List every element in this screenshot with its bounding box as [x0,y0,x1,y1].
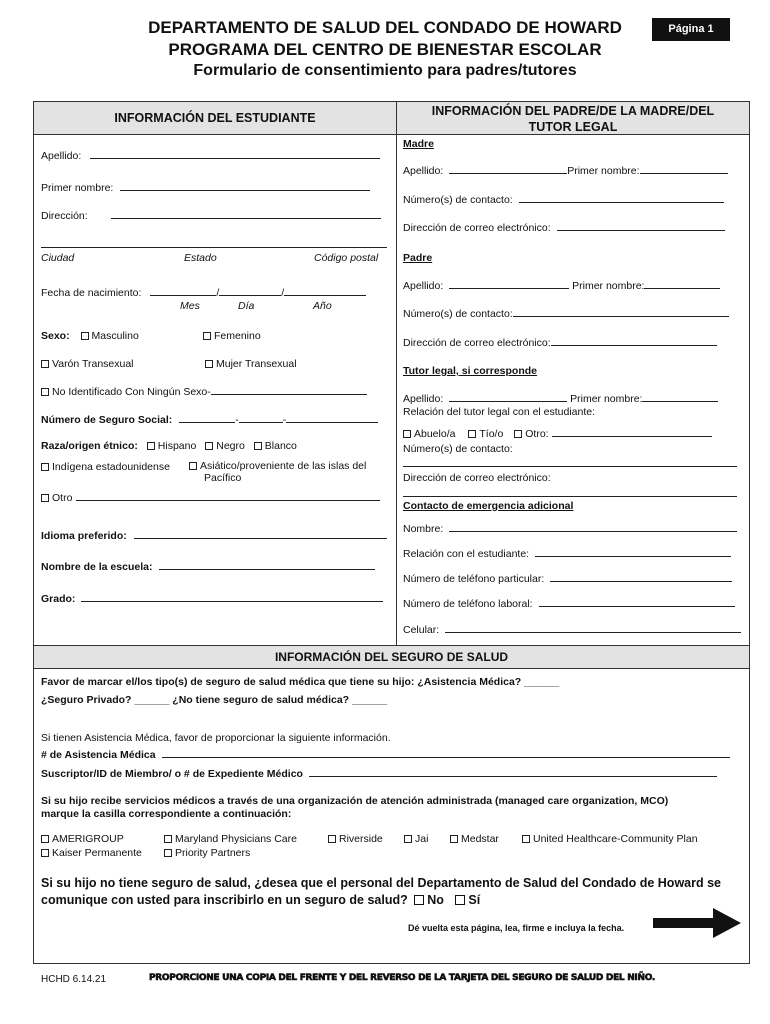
medstar-checkbox[interactable] [450,835,458,843]
ssn-part1-field[interactable] [179,414,235,423]
turn-page-note: Dé vuelta esta página, lea, firme e incluya la fecha. [408,923,625,933]
abuelo-checkbox[interactable] [403,430,411,438]
padre-email-field[interactable] [551,337,717,346]
indigena-checkbox[interactable] [41,463,49,471]
madre-phone-row: Número(s) de contacto: [403,194,724,206]
school-row: Nombre de la escuela: [41,561,375,573]
race-row: Raza/origen étnico: Hispano Negro Blanco [41,440,297,452]
tutor-phone-label: Número(s) de contacto: [403,443,513,455]
emergency-work-phone-field[interactable] [539,598,735,607]
mco-medstar: Medstar [450,833,499,845]
mco-jai: Jai [404,833,428,845]
ssn-part3-field[interactable] [286,414,378,423]
tutor-email-field[interactable] [403,496,737,497]
mco-maryland-physicians: Maryland Physicians Care [164,833,297,845]
emergency-relation-row: Relación con el estudiante: [403,548,731,560]
otro-option: Otro [41,492,380,504]
no-identificado-checkbox[interactable] [41,388,49,396]
student-address-field[interactable] [111,210,381,219]
dob-year-field[interactable] [284,287,366,296]
tutor-apellido-field[interactable] [449,393,567,402]
state-label: Estado [184,252,217,264]
enroll-si-checkbox[interactable] [455,895,465,905]
ssn-part2-field[interactable] [239,414,283,423]
tutor-heading: Tutor legal, si corresponde [403,365,537,377]
mco-text-line1: Si su hijo recibe servicios médicos a través de una organización de atención administrada (managed care organization, MCO) [41,795,669,807]
department-title: DEPARTAMENTO DE SALUD DEL CONDADO DE HOWARD [148,18,622,37]
asiatico-line2: Pacífico [204,472,242,484]
madre-heading: Madre [403,138,434,150]
mco-riverside: Riverside [328,833,383,845]
tutor-first-name-field[interactable] [642,393,718,402]
form-title: Formulario de consentimiento para padres/tutores [193,62,577,79]
tio-checkbox[interactable] [468,430,476,438]
language-field[interactable] [134,530,387,539]
emergency-name-row: Nombre: [403,523,737,535]
ma-info-text: Si tienen Asistencia Médica, favor de proporcionar la siguiente información. [41,732,391,744]
zip-label: Código postal [314,252,379,264]
column-divider [396,101,397,645]
emergency-work-phone-row: Número de teléfono laboral: [403,598,735,610]
padre-phone-row: Número(s) de contacto: [403,308,729,320]
tutor-relation-label: Relación del tutor legal con el estudiante: [403,406,596,418]
grade-field[interactable] [81,593,383,602]
insurance-section-header: INFORMACIÓN DEL SEGURO DE SALUD [34,645,749,669]
tutor-email-label: Dirección de correo electrónico: [403,472,551,484]
negro-checkbox[interactable] [205,442,213,450]
tutor-otro-checkbox[interactable] [514,430,522,438]
ma-number-field[interactable] [162,749,730,758]
enroll-question-line2: comunique con usted para inscribirlo en un seguro de salud? No Sí [41,893,481,907]
otro-field[interactable] [76,492,380,501]
dob-day-field[interactable] [219,287,281,296]
emergency-cell-row: Celular: [403,624,741,636]
tutor-otro-field[interactable] [552,428,712,437]
page-badge: Página 1 [652,18,730,41]
insurance-type-question: Favor de marcar el/los tipo(s) de seguro de salud médica que tiene su hijo: ¿Asistencia Médica? ______ [41,676,560,688]
priority-partners-checkbox[interactable] [164,849,172,857]
padre-first-name-field[interactable] [644,280,720,289]
student-first-name-field[interactable] [120,182,370,191]
padre-email-row: Dirección de correo electrónico: [403,337,717,349]
femenino-checkbox[interactable] [203,332,211,340]
riverside-checkbox[interactable] [328,835,336,843]
emergency-heading: Contacto de emergencia adicional [403,500,574,512]
indigena-option: Indígena estadounidense [41,461,170,473]
tutor-phone-field[interactable] [403,466,737,467]
student-address-line2[interactable] [41,247,387,248]
tutor-name-row: Apellido: Primer nombre: [403,393,718,405]
insurance-private-question: ¿Seguro Privado? ______ ¿No tiene seguro de salud médica? ______ [41,694,388,706]
form-code: HCHD 6.14.21 [41,974,107,985]
mco-united-healthcare: United Healthcare-Community Plan [522,833,698,845]
day-label: Día [238,300,255,312]
student-apellido-row: Apellido: [41,150,380,162]
emergency-home-phone-row: Número de teléfono particular: [403,573,732,585]
mco-kaiser: Kaiser Permanente [41,847,142,859]
mco-text-line2: marque la casilla correspondiente a continuación: [41,808,292,820]
subscriber-row: Suscriptor/ID de Miembro/ o # de Expediente Médico [41,768,717,780]
madre-phone-field[interactable] [519,194,724,203]
asiatico-option: Asiático/proveniente de las islas del [189,461,366,472]
tutor-relation-options: Abuelo/a Tío/o Otro: [403,428,712,440]
emergency-name-field[interactable] [449,523,737,532]
city-label: Ciudad [41,252,75,264]
maryland-physicians-checkbox[interactable] [164,835,172,843]
subscriber-field[interactable] [309,768,717,777]
student-address-row: Dirección: [41,210,381,222]
no-identificado-option: No Identificado Con Ningún Sexo- [41,386,367,398]
masculino-checkbox[interactable] [81,332,89,340]
kaiser-checkbox[interactable] [41,849,49,857]
no-identificado-field[interactable] [211,386,367,395]
school-field[interactable] [159,561,375,570]
amerigroup-checkbox[interactable] [41,835,49,843]
hispano-checkbox[interactable] [147,442,155,450]
emergency-home-phone-field[interactable] [550,573,732,582]
student-first-name-row: Primer nombre: [41,182,370,194]
sex-row: Sexo: Masculino [41,330,139,342]
madre-first-name-field[interactable] [640,165,728,174]
mco-amerigroup: AMERIGROUP [41,833,124,845]
student-section-header: INFORMACIÓN DEL ESTUDIANTE [34,102,396,135]
madre-name-row: Apellido: Primer nombre: [403,165,728,177]
right-arrow-icon [653,908,743,938]
grade-row: Grado: [41,593,383,605]
padre-name-row: Apellido: Primer nombre: [403,280,720,292]
parent-heading-line2: TUTOR LEGAL [528,120,618,134]
madre-email-field[interactable] [557,222,725,231]
padre-heading: Padre [403,252,433,264]
enroll-question-line1: Si su hijo no tiene seguro de salud, ¿desea que el personal del Departamento de Salud del Condado de Howard se [41,876,721,890]
language-row: Idioma preferido: [41,530,387,542]
padre-phone-field[interactable] [513,308,729,317]
footer-note: PROPORCIONE UNA COPIA DEL FRENTE Y DEL REVERSO DE LA TARJETA DEL SEGURO DE SALUD DEL NIÑO. [149,973,655,983]
mujer-trans-option: Mujer Transexual [205,358,297,370]
united-healthcare-checkbox[interactable] [522,835,530,843]
varon-trans-checkbox[interactable] [41,360,49,368]
mujer-trans-checkbox[interactable] [205,360,213,368]
ssn-row: Número de Seguro Social: - - [41,414,378,426]
enroll-no-checkbox[interactable] [414,895,424,905]
emergency-cell-field[interactable] [445,624,741,633]
month-label: Mes [180,300,200,312]
parent-section-header [397,102,749,135]
parent-heading-line1: INFORMACIÓN DEL PADRE/DE LA MADRE/DEL [431,104,715,118]
femenino-option: Femenino [203,330,261,342]
year-label: Año [313,300,332,312]
asiatico-checkbox[interactable] [189,462,197,470]
otro-checkbox[interactable] [41,494,49,502]
program-title: PROGRAMA DEL CENTRO DE BIENESTAR ESCOLAR [168,40,602,59]
varon-trans-option: Varón Transexual [41,358,134,370]
madre-apellido-field[interactable] [449,165,567,174]
blanco-checkbox[interactable] [254,442,262,450]
mco-priority-partners: Priority Partners [164,847,250,859]
student-apellido-field[interactable] [90,150,380,159]
ma-number-row: # de Asistencia Médica [41,749,730,761]
madre-email-row: Dirección de correo electrónico: [403,222,725,234]
dob-month-field[interactable] [150,287,216,296]
emergency-relation-field[interactable] [535,548,731,557]
jai-checkbox[interactable] [404,835,412,843]
dob-row: Fecha de nacimiento: / / [41,287,366,299]
padre-apellido-field[interactable] [449,280,569,289]
